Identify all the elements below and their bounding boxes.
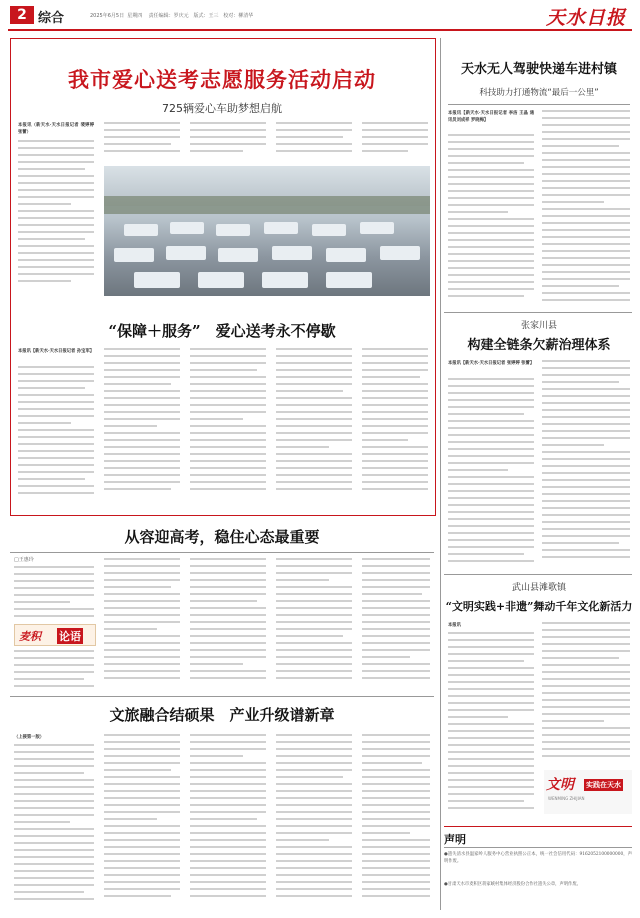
- main-body-col2: [104, 122, 180, 162]
- story4-col5: [362, 734, 430, 910]
- notice-rule: [444, 847, 632, 848]
- right3-col1: [448, 632, 534, 818]
- civility-ad: [544, 770, 632, 814]
- main-subheadline: 725辆爱心车助梦想启航: [162, 102, 282, 115]
- story3-col4: [276, 558, 352, 690]
- notice-item-2: ●甘肃天水市麦积区蒋家峡村集体经济股份合作社遗失公章，声明作废。: [444, 882, 581, 887]
- story4-label: （上接第一版）: [14, 735, 45, 740]
- car: [380, 246, 420, 260]
- ad-brand: 文明: [546, 777, 574, 793]
- main-body-col3: [190, 122, 266, 162]
- story4-col1: [14, 744, 94, 910]
- main-body-col1: [18, 140, 94, 296]
- car: [272, 246, 312, 260]
- column-divider: [440, 38, 441, 910]
- masthead: [0, 0, 640, 30]
- logo-left-text: 麦积: [19, 630, 41, 643]
- editor-credit: 责任编辑：罗庆元: [148, 13, 189, 19]
- page-number-box: [10, 6, 34, 24]
- main-body-col5: [362, 122, 428, 162]
- car: [166, 246, 206, 260]
- paper-name-logo: 天水日报: [545, 7, 626, 29]
- right2-kicker: 张家川县: [520, 321, 557, 331]
- right2-col1: [448, 378, 534, 568]
- car: [198, 272, 244, 288]
- car: [216, 224, 250, 236]
- story2-col3: [190, 348, 266, 506]
- story3-col1: [14, 566, 94, 618]
- car: [326, 248, 366, 262]
- story3-author-name: 王惠玲: [18, 557, 34, 563]
- notice-box: [444, 826, 632, 911]
- main-byline: 本报讯（新天水·天水日报记者 裴婷婷 张蕾）: [18, 123, 94, 136]
- right2-col2: [542, 360, 630, 568]
- right1-rule: [448, 104, 630, 105]
- car: [326, 272, 372, 288]
- car: [360, 222, 394, 234]
- logo-right-text: 论语: [59, 630, 81, 643]
- story3-author: □王惠玲: [14, 557, 34, 563]
- masthead-meta: [90, 12, 253, 19]
- right3-byline: 本报讯: [448, 623, 461, 628]
- main-photo-cars: [104, 166, 430, 296]
- notice-title: 声明: [444, 833, 466, 846]
- car: [114, 248, 154, 262]
- right1-col2: [542, 110, 630, 306]
- ad-subtext: WENMING ZHIJIAN: [548, 796, 585, 801]
- car: [124, 224, 158, 236]
- masthead-rule: [8, 29, 632, 31]
- main-headline: 我市爱心送考志愿服务活动启动: [68, 67, 376, 92]
- story3-col5: [362, 558, 430, 690]
- ad-slogan: 实践在天水: [586, 781, 621, 789]
- right3-col2: [542, 622, 630, 762]
- column-logo: [14, 624, 96, 646]
- right1-subheadline: 科技助力打通物流“最后一公里”: [479, 88, 599, 98]
- right2-byline: 本报讯【新天水·天水日报记者 张婷婷 张蕾】: [448, 361, 534, 366]
- story4-col2: [104, 734, 180, 910]
- issue-date: 2025年6月5日: [90, 13, 125, 19]
- proof-credit: 校对：柳清华: [223, 13, 254, 19]
- car: [264, 222, 298, 234]
- right2-headline: 构建全链条欠薪治理体系: [467, 338, 611, 353]
- right2-top-rule: [444, 312, 632, 313]
- story2-byline: 本报讯【新天水·天水日报记者 孙宝军】: [18, 349, 94, 354]
- story3-headline: 从容迎高考，稳住心态最重要: [124, 528, 320, 546]
- story2-col5: [362, 348, 428, 506]
- story2-col4: [276, 348, 352, 506]
- story2-col2: [104, 348, 180, 506]
- story4-headline: 文旅融合结硕果 产业升级谱新章: [109, 706, 335, 724]
- story4-top-rule: [10, 696, 434, 697]
- right1-byline: 本报讯【新天水·天水日报记者 李洁 王晶 通讯员刘成祥 罗晓梅】: [448, 111, 534, 124]
- right1-headline: 天水无人驾驶快递车进村镇: [460, 62, 617, 77]
- story4-col3: [190, 734, 266, 910]
- right1-col1: [448, 134, 534, 306]
- issue-weekday: 星期四: [127, 13, 143, 19]
- car: [262, 272, 308, 288]
- car: [312, 224, 346, 236]
- story4-col4: [276, 734, 352, 910]
- story3-col1b: [14, 650, 94, 690]
- right3-kicker: 武山县滩歌镇: [511, 583, 566, 593]
- story3-col2: [104, 558, 180, 690]
- notice-item-1: ●遗失清水县温家岭人服务中心营业执照公正本，统一社会信用代码：9162052100000000，声明作废。: [444, 852, 632, 865]
- photo-trees: [104, 196, 430, 214]
- car: [218, 248, 258, 262]
- main-body-col4: [276, 122, 352, 162]
- section-name: 综合: [38, 11, 65, 26]
- right3-headline: “文明实践+非遗”舞动千年文化新活力: [445, 600, 633, 613]
- story2-headline: “保障＋服务” 爱心送考永不停歇: [108, 322, 336, 340]
- story2-col1: [18, 366, 94, 506]
- car: [134, 272, 180, 288]
- right3-top-rule: [444, 574, 632, 575]
- story3-col3: [190, 558, 266, 690]
- story3-rule: [10, 552, 434, 553]
- car: [170, 222, 204, 234]
- page-number: 2: [17, 7, 27, 23]
- layout-credit: 版式：王三: [193, 13, 219, 19]
